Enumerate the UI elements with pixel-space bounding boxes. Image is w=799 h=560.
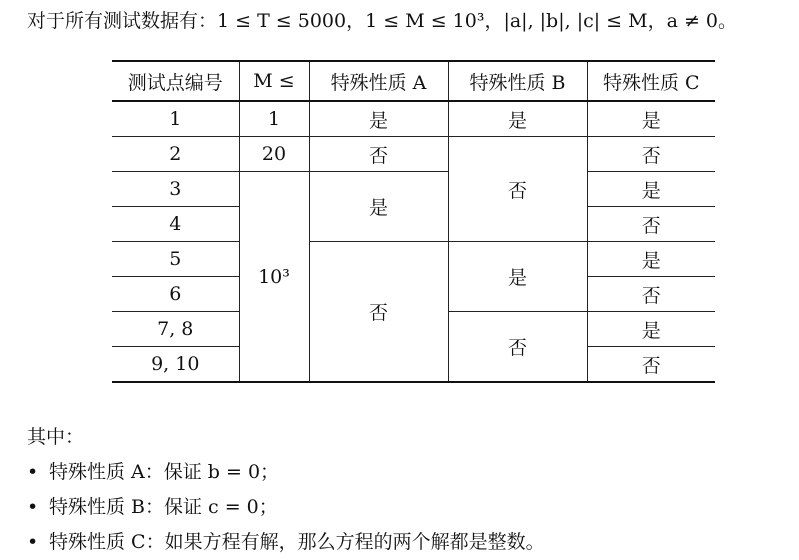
property-c-cell: 否: [587, 277, 715, 312]
table-row: [112, 101, 715, 137]
note-property-b: 特殊性质 B：保证 c = 0；: [49, 496, 278, 518]
table-row: [112, 242, 715, 277]
table-row: [112, 172, 715, 207]
notes-heading: 其中：: [27, 426, 85, 448]
table-header-row: [112, 61, 715, 101]
m-limit-cell: 1: [239, 101, 309, 137]
m-limit-cell: 10³: [239, 172, 309, 383]
list-item: [27, 455, 545, 490]
property-b-cell: 是: [448, 101, 587, 137]
property-b-cell: 否: [448, 312, 587, 383]
property-b-cell: 是: [448, 242, 587, 312]
header-property-b: 特殊性质 B: [448, 61, 587, 101]
property-c-cell: 否: [587, 137, 715, 172]
note-property-c: 特殊性质 C：如果方程有解，那么方程的两个解都是整数。: [49, 531, 545, 553]
property-c-cell: 否: [587, 207, 715, 242]
subtask-table: [112, 60, 715, 383]
constraints-statement: 对于所有测试数据有：1 ≤ T ≤ 5000，1 ≤ M ≤ 10³，|a|, |b|, |c| ≤ M，a ≠ 0。: [27, 10, 738, 32]
test-id-cell: 6: [112, 277, 239, 312]
list-item: [27, 490, 545, 525]
test-id-cell: 3: [112, 172, 239, 207]
bullet-icon: •: [27, 531, 39, 553]
test-id-cell: 5: [112, 242, 239, 277]
test-id-cell: 9, 10: [112, 347, 239, 383]
property-a-cell: 否: [309, 242, 448, 383]
header-property-a: 特殊性质 A: [309, 61, 448, 101]
table-row: [112, 137, 715, 172]
header-test-id: 测试点编号: [112, 61, 239, 101]
property-a-cell: 是: [309, 101, 448, 137]
test-id-cell: 1: [112, 101, 239, 137]
test-id-cell: 4: [112, 207, 239, 242]
header-m-limit: M ≤: [239, 61, 309, 101]
property-c-cell: 否: [587, 347, 715, 383]
bullet-icon: •: [27, 496, 39, 518]
property-a-cell: 否: [309, 137, 448, 172]
note-property-a: 特殊性质 A：保证 b = 0；: [49, 461, 280, 483]
m-limit-cell: 20: [239, 137, 309, 172]
property-a-cell: 是: [309, 172, 448, 242]
test-id-cell: 2: [112, 137, 239, 172]
notes-section: [27, 420, 545, 560]
bullet-icon: •: [27, 461, 39, 483]
test-id-cell: 7, 8: [112, 312, 239, 347]
property-b-cell: 否: [448, 137, 587, 242]
property-c-cell: 是: [587, 172, 715, 207]
header-property-c: 特殊性质 C: [587, 61, 715, 101]
notes-list: [27, 455, 545, 560]
property-c-cell: 是: [587, 242, 715, 277]
property-c-cell: 是: [587, 312, 715, 347]
property-c-cell: 是: [587, 101, 715, 137]
